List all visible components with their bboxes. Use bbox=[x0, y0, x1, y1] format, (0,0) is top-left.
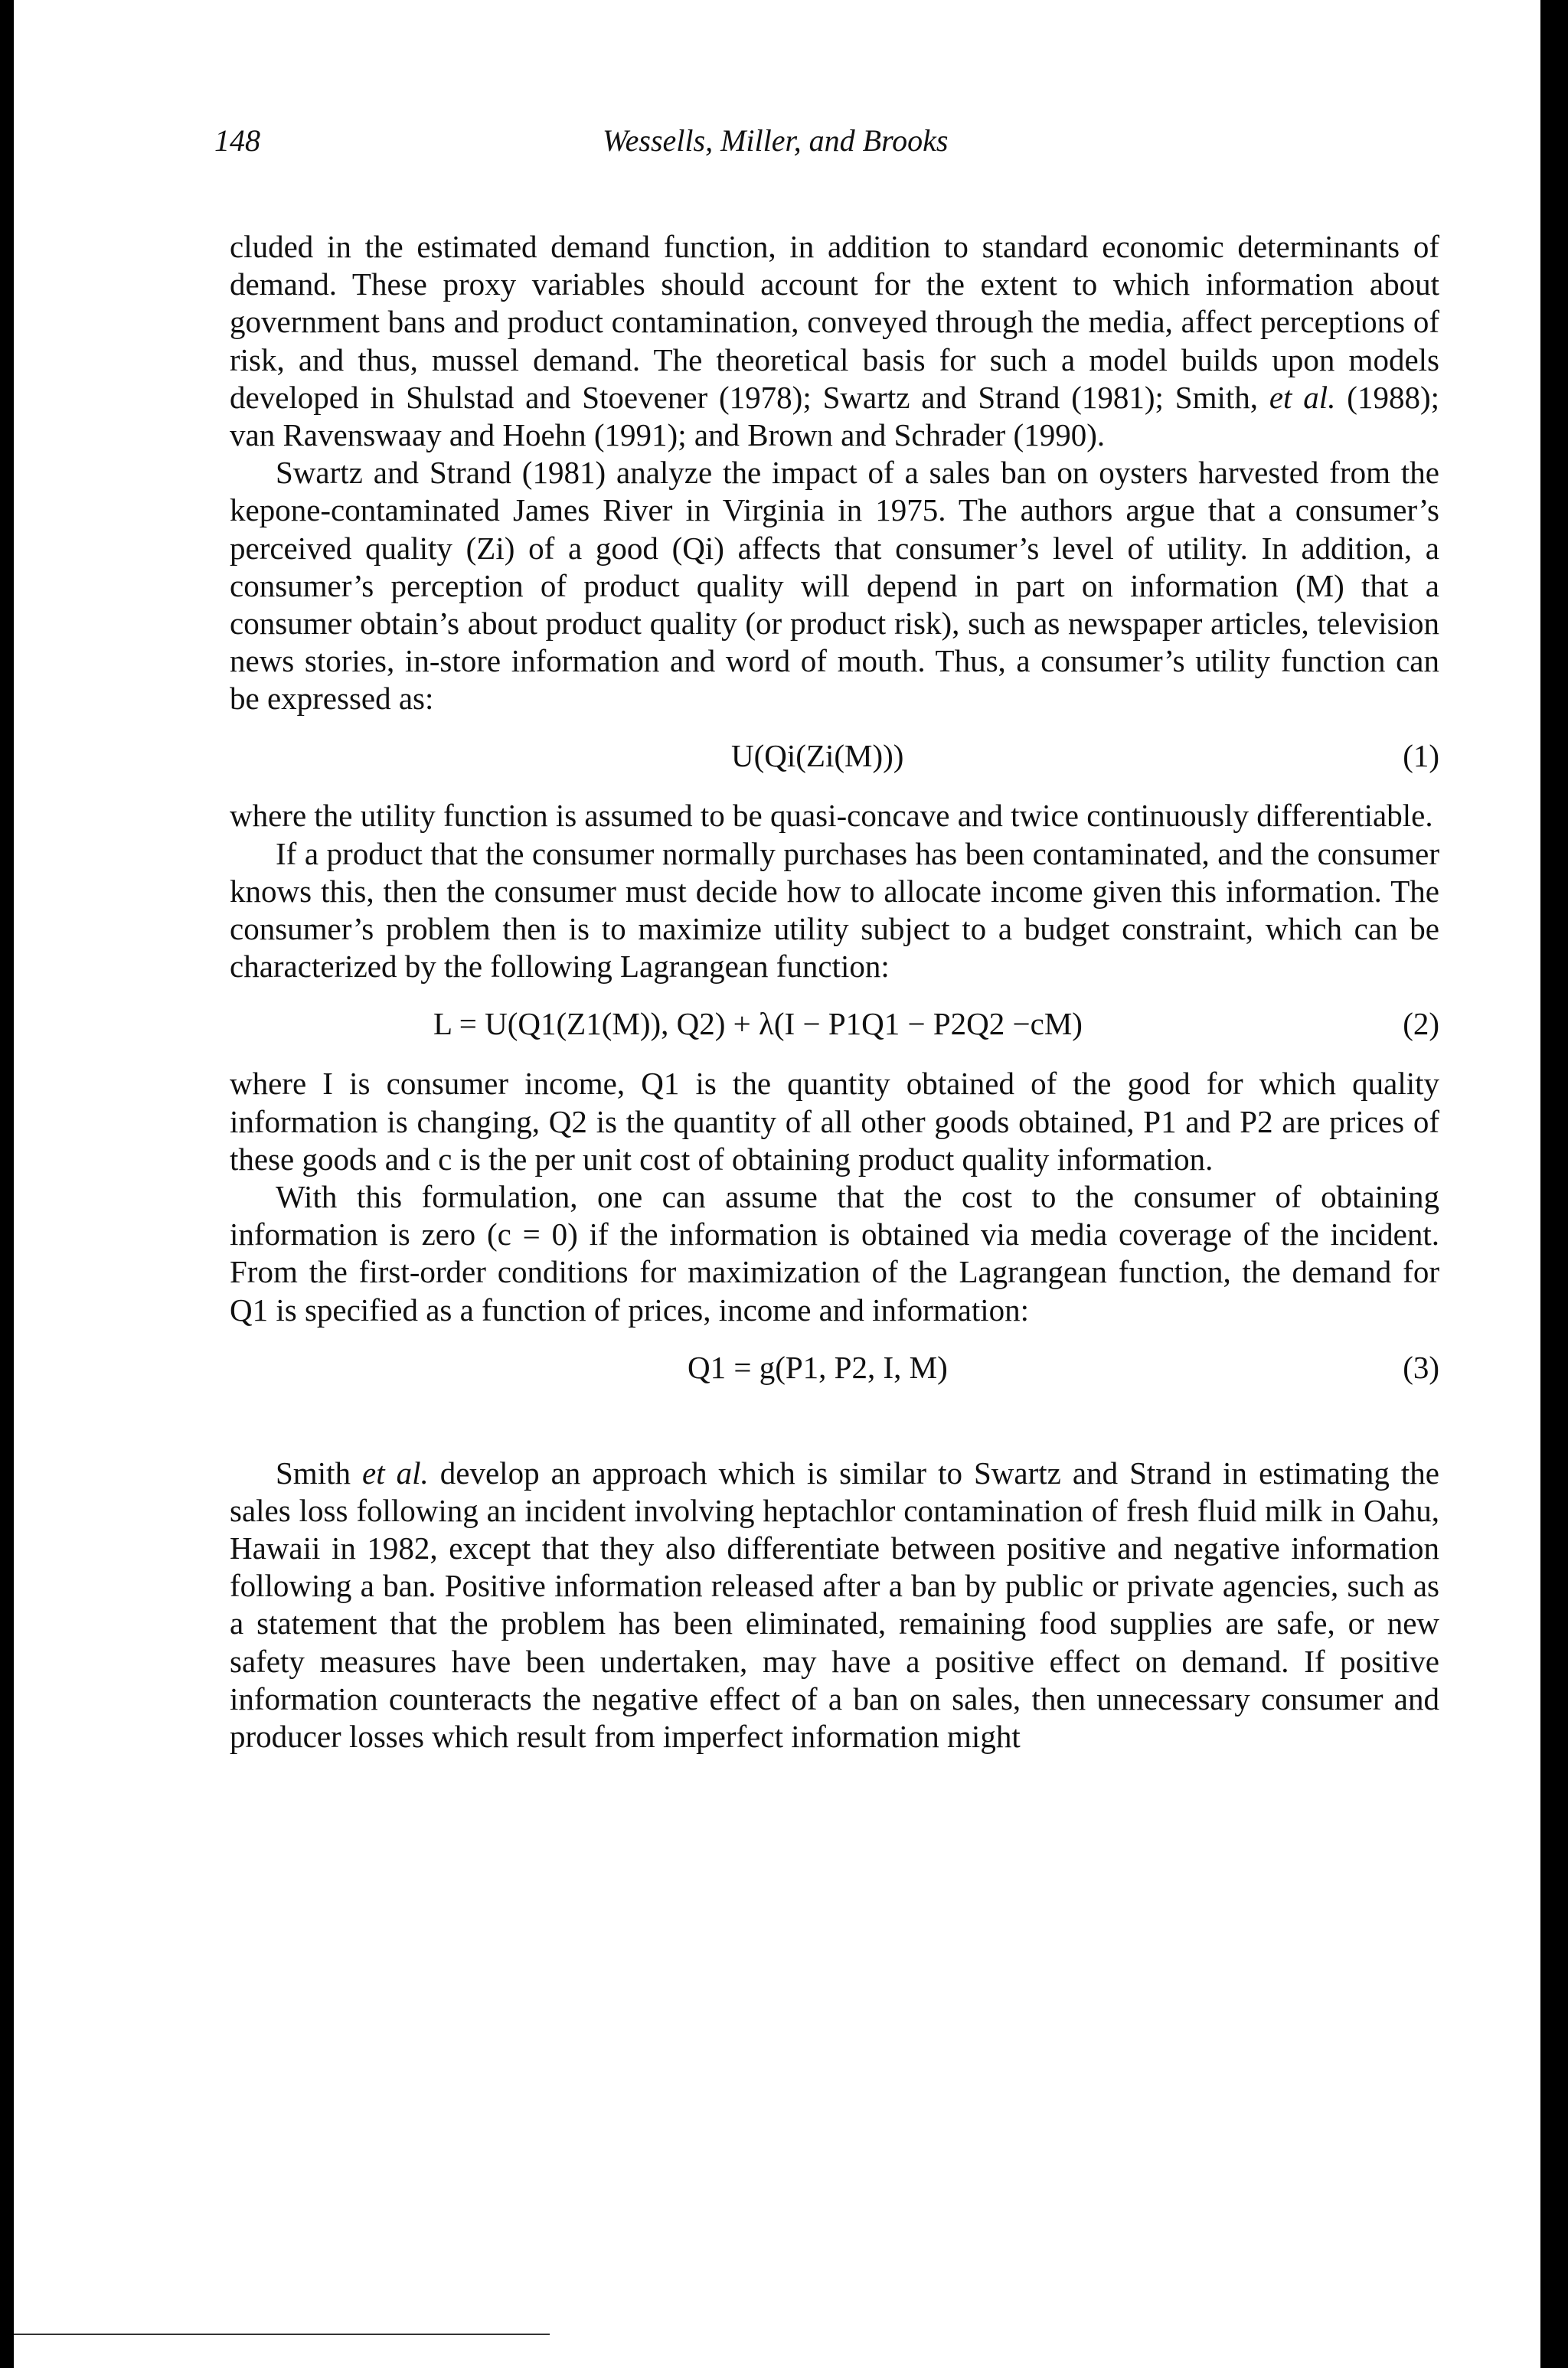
scan-edge-right bbox=[1540, 0, 1568, 2368]
body-text bbox=[230, 228, 1439, 1756]
scan-edge-left bbox=[0, 0, 14, 2368]
paragraph: If a product that the consumer normally purchases has been contaminated, and the consumer knows this, then the consumer must decide how to allocate income given this information. The consumer’s problem then is to maximize utility subject to a budget constraint, which can be characterized by the following Lagrangean function: bbox=[230, 835, 1439, 985]
page bbox=[214, 122, 1440, 1756]
paragraph: Smith et al. develop an approach which is similar to Swartz and Strand in estimating the sales loss following an incident involving heptachlor contamination of fresh fluid milk in Oahu, Hawaii in 1982, except that they also differentiate between positive and negative information following a ban. Positive information released after a ban by public or private agencies, such as a statement that the problem has been eliminated, remaining food supplies are safe, or new safety measures have been undertaken, may have a positive effect on demand. If positive information counteracts the negative effect of a ban on sales, then unnecessary consumer and producer losses which result from imperfect information might bbox=[230, 1455, 1439, 1754]
paragraph: cluded in the estimated demand function, in addition to standard economic determinants of demand. These proxy variables should account for the extent to which information about government bans and product contamination, conveyed through the media, affect perceptions of risk, and thus, mussel demand. The theoretical basis for such a model builds upon models developed in Shulstad and Stoevener (1978); Swartz and Strand (1981); Smith, et al. (1988); van Ravenswaay and Hoehn (1991); and Brown and Schrader (1990). bbox=[230, 229, 1440, 452]
scan-bottom-rule bbox=[14, 2334, 550, 2335]
equation-1 bbox=[230, 717, 1439, 797]
equation-3 bbox=[230, 1329, 1439, 1409]
equation-number: (3) bbox=[1403, 1349, 1439, 1385]
equation-number: (2) bbox=[1403, 1006, 1439, 1042]
equation-formula: L = U(Q1(Z1(M)), Q2) + λ(I − P1Q1 − P2Q2 −cM) bbox=[433, 1006, 1083, 1042]
page-number: 148 bbox=[214, 123, 260, 158]
equation-number: (1) bbox=[1403, 738, 1439, 774]
running-header bbox=[214, 122, 1439, 168]
paragraph: Swartz and Strand (1981) analyze the impact of a sales ban on oysters harvested from the kepone-contaminated James River in Virginia in 1975. The authors argue that a consumer’s perceived quality (Zi) of a good (Qi) affects that consumer’s level of utility. In addition, a consumer’s perception of product quality will depend in part on information (M) that a consumer obtain’s about product quality (or product risk), such as newspaper articles, television news stories, in-store information and word of mouth. Thus, a consumer’s utility function can be expressed as: bbox=[230, 455, 1439, 717]
equation-formula: U(Qi(Zi(M))) bbox=[731, 738, 904, 774]
paragraph: where the utility function is assumed to be quasi-concave and twice continuously differentiable. bbox=[230, 798, 1433, 834]
paragraph: where I is consumer income, Q1 is the quantity obtained of the good for which quality information is changing, Q2 is the quantity of all other goods obtained, P1 and P2 are prices of these goods and c is the per unit cost of obtaining product quality information. bbox=[230, 1066, 1439, 1177]
running-head-authors: Wessells, Miller, and Brooks bbox=[603, 123, 949, 158]
equation-2 bbox=[230, 985, 1439, 1065]
equation-formula: Q1 = g(P1, P2, I, M) bbox=[688, 1349, 948, 1385]
paragraph: With this formulation, one can assume that the cost to the consumer of obtaining information is zero (c = 0) if the information is obtained via media coverage of the incident. From the first-order conditions for maximization of the Lagrangean function, the demand for Q1 is specified as a function of prices, income and information: bbox=[230, 1178, 1439, 1328]
